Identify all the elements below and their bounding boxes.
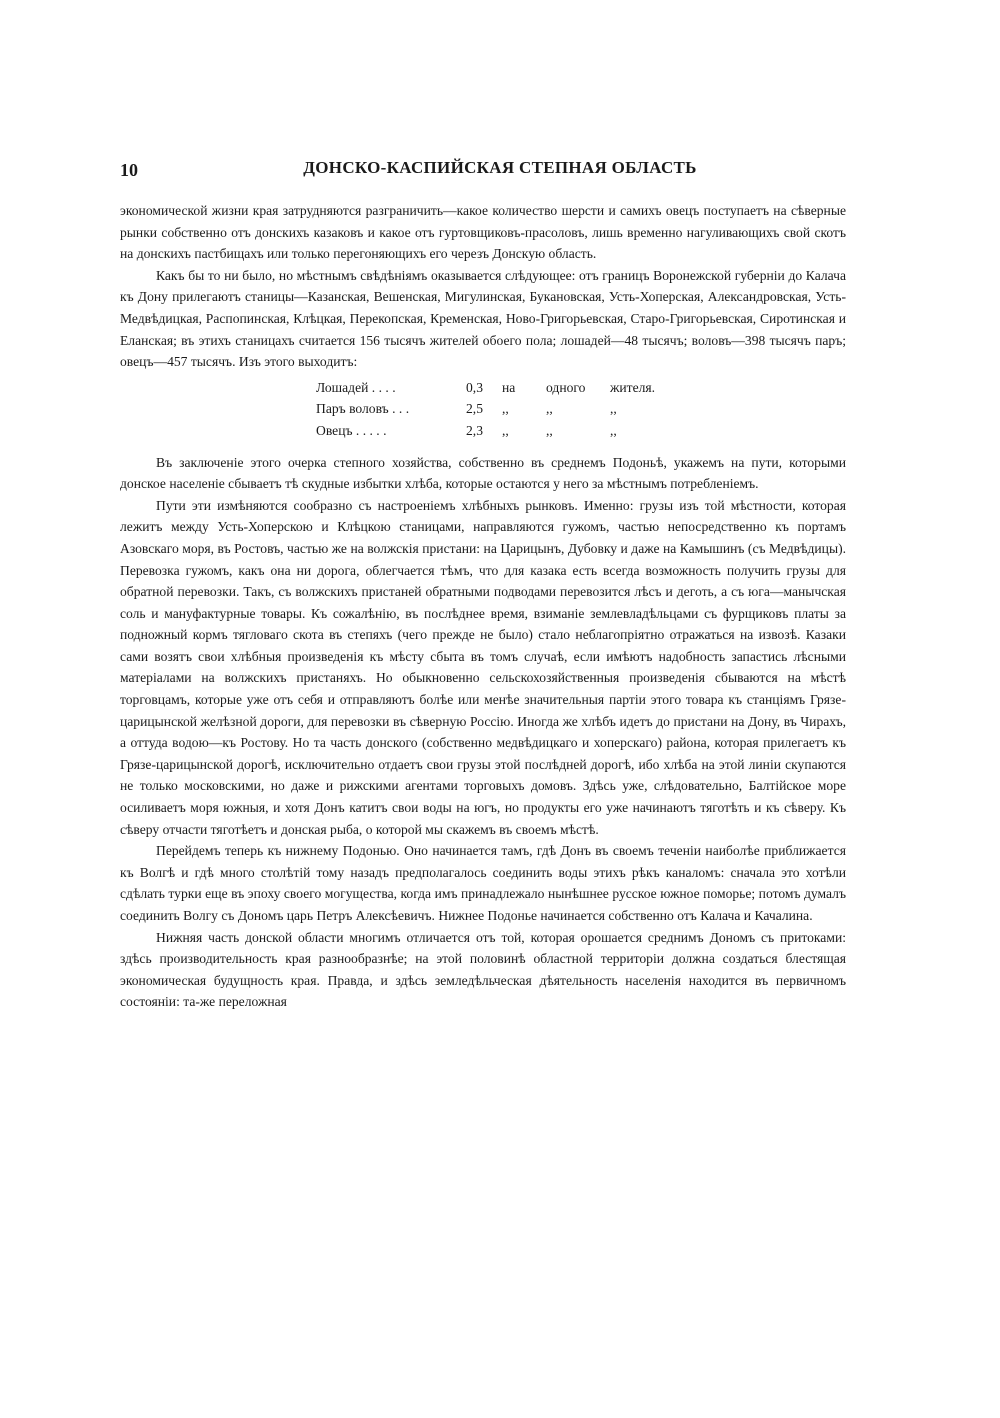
row-unit: ,, (610, 422, 617, 438)
table-row (316, 398, 655, 420)
row-unit: ,, (502, 401, 509, 417)
page-number: 10 (120, 160, 138, 180)
livestock-per-capita-table (316, 377, 655, 442)
row-unit: ,, (546, 401, 553, 417)
row-unit: ,, (546, 422, 553, 438)
paragraph-4: Пути эти измѣняются сообразно съ настроеніемъ хлѣбныхъ рынковъ. Именно: грузы изъ той мѣстности, которая лежитъ между Усть-Хоперскою и Клѣцкою станицами, направляются гужомъ, частью непосредственно къ портамъ Азовскаго моря, въ Ростовъ, частью же на волжскія пристани: на Царицынъ, Дубовку и даже на Камышинъ (съ Медвѣдицы). Перевозка гужомъ, какъ она ни дорога, облегчается тѣмъ, что для казака есть всегда возможность получить грузы для обратной перевозки. Такъ, съ волжскихъ пристаней обратными подводами перевозится лѣсъ и деготь, а съ юга—манычская соль и мануфактурные товары. Къ сожалѣнію, въ послѣднее время, взиманіе землевладѣльцами съ фурщиковъ платы за подножный кормъ тягловаго скота въ степяхъ (чего прежде не было) стало неблагопріятно отражаться на извозѣ. Казаки сами возятъ свои хлѣбныя произведенія къ мѣсту сбыта въ томъ случаѣ, если имѣютъ надобность запастись лѣсными матеріалами на волжскихъ пристаняхъ. Но обыкновенно сельскохозяйственныя произведенія сбываются на мѣстѣ торговцамъ, которые уже отъ себя и отправляютъ болѣе или менѣе значительныя партіи этого товара къ станціямъ Грязе-царицынской желѣзной дороги, для перевозки въ сѣверную Россію. Иногда же хлѣбъ идетъ до пристани на Дону, въ Чирахъ, а оттуда водою—къ Ростову. Но та часть донского (собственно медвѣдицкаго и хоперскаго) района, которая прилегаетъ къ Грязе-царицынской дорогѣ, исключительно отдаетъ свои грузы этой послѣдней дорогѣ, ибо хлѣба на этой линіи скупаются не только московскими, но даже и рижскими агентами торговыхъ домовъ. Здѣсь уже, слѣдовательно, Балтійское море осиливаетъ моря южныя, и хотя Донъ катитъ свои воды на югъ, но продукты его уже начинаютъ тяготѣть и къ сѣверу. Къ сѣверу отчасти тяготѣетъ и донская рыба, о которой мы скажемъ въ своемъ мѣстѣ. (120, 497, 846, 837)
row-value: 0,3 (466, 379, 483, 395)
row-unit: ,, (502, 422, 509, 438)
row-value: 2,3 (466, 422, 483, 438)
running-title: ДОНСКО-КАСПИЙСКАЯ СТЕПНАЯ ОБЛАСТЬ (303, 158, 697, 177)
table-row (316, 420, 655, 442)
paragraph-2: Какъ бы то ни было, но мѣстнымъ свѣдѣніямъ оказывается слѣдующее: отъ границъ Воронежской губерніи до Калача къ Дону прилегаютъ станицы—Казанская, Вешенская, Мигулинская, Букановская, Усть-Хоперская, Александровская, Усть-Медвѣдицкая, Распопинская, Клѣцкая, Перекопская, Кременская, Ново-Григорьевская, Старо-Григорьевская, Сиротинская и Еланская; въ этихъ станицахъ считается 156 тысячъ жителей обоего пола; лошадей—48 тысячъ; воловъ—398 тысячъ паръ; овецъ—457 тысячъ. Изъ этого выходитъ: (120, 267, 846, 370)
table-row (316, 377, 655, 399)
row-value: 2,5 (466, 401, 483, 417)
row-label: Лошадей . . . . (316, 379, 396, 395)
row-label: Паръ воловъ . . . (316, 401, 410, 417)
page-body (120, 200, 846, 1013)
row-unit: одного (546, 379, 586, 395)
paragraph-1: экономической жизни края затрудняются разграничить—какое количество шерсти и самихъ овецъ поступаетъ на сѣверные рынки собственно отъ донскихъ казаковъ и какое отъ гуртовщиковъ-прасоловъ, лишь временно нагуливающихъ свой скотъ на донскихъ пастбищахъ или только перегоняющихъ его черезъ Донскую область. (120, 203, 846, 262)
paragraph-3: Въ заключеніе этого очерка степного хозяйства, собственно въ среднемъ Подоньѣ, укажемъ на пути, которыми донское населеніе сбываетъ тѣ скудные избытки хлѣба, которые остаются у него за мѣстнымъ потребленіемъ. (120, 454, 846, 492)
row-label: Овецъ . . . . . (316, 422, 387, 438)
paragraph-5: Перейдемъ теперь къ нижнему Подонью. Оно начинается тамъ, гдѣ Донъ въ своемъ теченіи наиболѣе приближается къ Волгѣ и гдѣ много столѣтій тому назадъ предполагалось соединить воды этихъ рѣкъ каналомъ: сначала это хотѣли сдѣлать турки еще въ эпоху своего могущества, когда имъ принадлежало нынѣшнее русское южное поморье; потомъ думалъ соединить Волгу съ Дономъ царь Петръ Алексѣевичъ. Нижнее Подонье начинается собственно отъ Калача и Качалина. (120, 843, 846, 923)
row-unit: жителя. (610, 379, 656, 395)
row-unit: на (502, 379, 516, 395)
paragraph-6: Нижняя часть донской области многимъ отличается отъ той, которая орошается среднимъ Дономъ съ притоками: здѣсь производительность края разнообразнѣе; на этой половинѣ областной территоріи должна создаться блестящая экономическая будущность края. Правда, и здѣсь земледѣльческая дѣятельность населенія находится въ первичномъ состояніи: та-же переложная (120, 929, 846, 1010)
row-unit: ,, (610, 401, 617, 417)
